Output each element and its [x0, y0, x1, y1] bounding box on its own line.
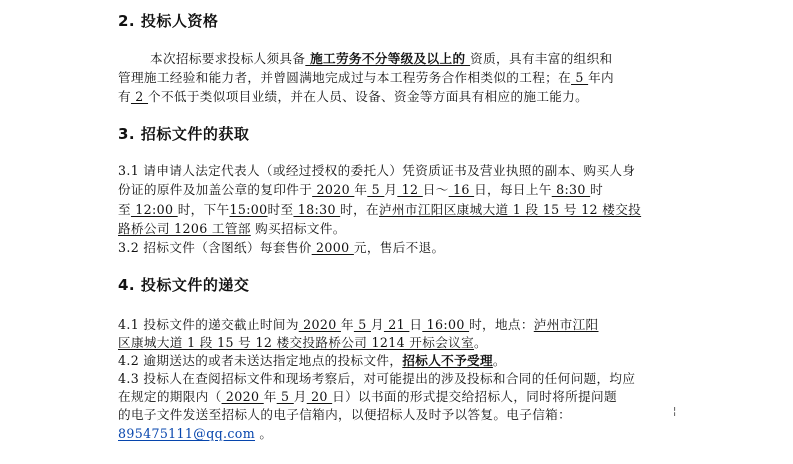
- sec4-p3-line-4: 895475111@qq.com 。: [118, 426, 273, 441]
- sec2-line-2: 管理施工经验和能力者，并曾圆满地完成过与本工程劳务合作相类似的工程；在 5 年内: [118, 70, 614, 85]
- sec3-p1-line-2: 份证的原件及加盖公章的复印件于 2020 年 5 月 12 日～ 16 日，每日上午 8:30 时: [118, 182, 604, 197]
- sec4-p2: 4.2 逾期送达的或者未送达指定地点的投标文件，招标人不予受理。: [118, 353, 506, 368]
- years-value: 5: [571, 70, 589, 85]
- sec3-p2: 3.2 招标文件（含图纸）每套售价 2000 元，售后不退。: [118, 240, 445, 255]
- email-link[interactable]: 895475111@qq.com: [118, 426, 256, 441]
- section-4-heading: 4. 投标文件的递交: [118, 276, 250, 294]
- sec2-line-3: 有 2 个不低于类似项目业绩，并在人员、设备、资金等方面具有相应的施工能力。: [118, 89, 589, 104]
- sec4-p1-line-2: 区康城大道 1 段 15 号 12 楼交投路桥公司 1214 开标会议室。: [118, 335, 487, 350]
- sec4-p3-line-3: 的电子文件发送至招标人的电子信箱内，以便招标人及时予以答复。电子信箱：: [118, 407, 572, 422]
- sec3-p1-line-4: 路桥公司 1206 工管部 购买招标文件。: [118, 221, 346, 236]
- section-2-heading: 2. 投标人资格: [118, 12, 219, 30]
- text-cursor-mark: ¦: [673, 406, 677, 417]
- sec3-p1-line-1: 3.1 请申请人法定代表人（或经过授权的委托人）凭资质证书及营业执照的副本、购买人身: [118, 163, 636, 178]
- submission-location: 区康城大道 1 段 15 号 12 楼交投路桥公司 1214 开标会议室: [118, 335, 475, 350]
- sec3-p1-line-3: 至 12:00 时，下午15:00时至 18:30 时，在泸州市江阳区康城大道 1 段 15 号 12 楼交投: [118, 202, 642, 217]
- sec4-p1-line-1: 4.1 投标文件的递交截止时间为 2020 年 5 月 21 日 16:00 时，地点：泸州市江阳: [118, 317, 599, 332]
- sec2-line-1: 本次招标要求投标人须具备 施工劳务不分等级及以上的 资质，具有丰富的组织和: [150, 51, 613, 66]
- sec4-p3-line-1: 4.3 投标人在查阅招标文件和现场考察后，对可能提出的涉及投标和合同的任何问题，均应: [118, 371, 636, 386]
- sec4-p3-line-2: 在规定的期限内（ 2020 年 5 月 20 日）以书面的形式提交给招标人，同时将所提问题: [118, 389, 617, 404]
- section-3-heading: 3. 招标文件的获取: [118, 125, 250, 143]
- purchase-address: 泸州市江阳区康城大道 1 段 15 号 12 楼交投: [379, 202, 642, 217]
- not-accepted-notice: 招标人不予受理: [402, 353, 493, 368]
- qualification-requirement: 施工劳务不分等级及以上的: [305, 51, 471, 66]
- document-price: 2000: [311, 240, 354, 255]
- project-count-value: 2: [130, 89, 149, 104]
